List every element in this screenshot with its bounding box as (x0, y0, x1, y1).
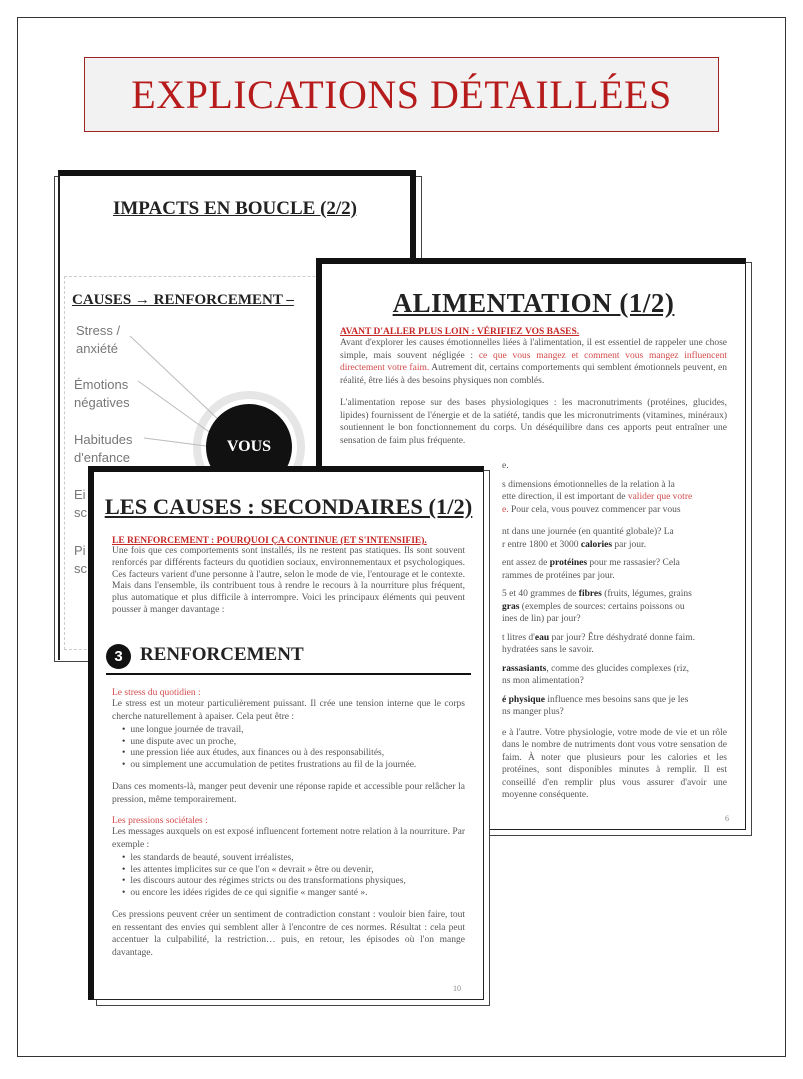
middle-page-number: 6 (725, 814, 729, 823)
list-item: • une pression liée aux études, aux finances ou à des responsabilités, (122, 748, 465, 760)
middle-visible-right: e. s dimensions émotionnelles de la relation à la ette direction, il est important de valider que votre e. Pour cela, vous pouvez commencer par vous nt dans une journée (en quantité globale)? La r entre 1800 et 3000 calories par jour. ent assez de protéines pour me rassasier? Cela rammes de protéines par jour. 5 et 40 grammes de fibres (fruits, légumes, grains gras (exemples de sources: certains poissons ou ines de lin) par jour? t litres d'eau par jour? Être déshydraté donne faim. hydratées sans le savoir. rassasiants, comme des glucides complexes (riz, ns mon alimentation? é physique influence mes besoins sans que je les ns manger plus? e à l'autre. Votre physiologie, votre mode de vie et un rôle dans le nombre de nutriments dont vous votre sensation de faim. À noter que plusieurs pour les calories et les protéines, sont disponibles minutes à remplir. Il est conseillé d'en remplir plus vous assurer d'avoir une moyenne conséquente. (502, 461, 727, 800)
front-page-number: 10 (453, 984, 461, 993)
list-item: • ou encore les idées rigides de ce qui signifie « manger santé ». (122, 888, 465, 900)
front-red-subtitle: LE RENFORCEMENT : POURQUOI ÇA CONTINUE (ET S'INTENSIFIE). (112, 536, 427, 546)
list-item: • les discours autour des régimes stricts ou des transformations physiques, (122, 876, 465, 888)
label-emotions: Émotions négatives (74, 377, 130, 410)
section-rule (106, 673, 471, 675)
list-item: • les standards de beauté, souvent irréalistes, (122, 853, 465, 865)
list-item: • ou simplement une accumulation de petites frustrations au fil de la journée. (122, 760, 465, 772)
front-page-title: LES CAUSES : SECONDAIRES (1/2) (104, 494, 473, 519)
stress-conclusion: Dans ces moments-là, manger peut devenir une réponse rapide et accessible pour relâcher la pression, même temporairement. (112, 782, 465, 805)
list-item: • une dispute avec un proche, (122, 737, 465, 749)
list-item: • les attentes implicites sur ce que l'on « devrait » être ou devenir, (122, 865, 465, 877)
middle-page-title: ALIMENTATION (1/2) (392, 288, 675, 318)
section-number: 3 (106, 644, 131, 669)
pressions-paragraph: Les messages auxquels on est exposé influencent fortement notre relation à la nourriture. Par exemple : (112, 827, 465, 850)
pressions-list (112, 853, 465, 899)
middle-paragraph-2: L'alimentation repose sur des bases physiologiques : les macronutriments (protéines, glucides, lipides) fournissent de l'énergie et de la satiété, tandis que les micronutriments (vitamines, minéraux) soutiennent le bon fonctionnement du corps. Un déséquilibre dans ces apports peut entraîner une sensation de faim plus fréquente. (340, 398, 727, 446)
label-partial-2: Pi sc (74, 543, 87, 576)
banner-title: EXPLICATIONS DÉTAILLÉES (131, 72, 672, 117)
heading-stress: Le stress du quotidien : (112, 688, 201, 698)
middle-paragraph-1: Avant d'explorer les causes émotionnelles liées à l'alimentation, il est essentiel de rappeler une chose simple, mais souvent négligée : ce que vous mangez et comment vous mangez influencent directement votre faim. Autrement dit, certains comportements qui semblent émotionnels peuvent, en réalité, être liés à des besoins physiques non comblés. (340, 338, 728, 386)
list-item: • une longue journée de travail, (122, 725, 465, 737)
page-banner (84, 57, 719, 132)
middle-red-subtitle: AVANT D'ALLER PLUS LOIN : VÉRIFIEZ VOS BASES. (340, 327, 580, 337)
front-page (88, 466, 484, 1000)
back-page-title: IMPACTS EN BOUCLE (2/2) (112, 198, 358, 219)
heading-pressions: Les pressions sociétales : (112, 816, 208, 826)
center-circle: VOUS (206, 404, 292, 490)
stress-list (112, 725, 465, 771)
section-header (106, 642, 471, 672)
back-page-subtitle: CAUSES → RENFORCEMENT – (72, 292, 294, 308)
section-name: RENFORCEMENT (140, 644, 304, 665)
label-partial-1: Ei sc (74, 487, 87, 520)
pressions-conclusion: Ces pressions peuvent créer un sentiment de contradiction constant : vouloir bien faire, tout en ressentant des envies qui semblent aller à l'encontre de ces normes. Résultat : cela peut accentuer la culpabilité, la restriction… puis, en retour, les épisodes où l'on mange davantage. (112, 910, 465, 958)
label-stress: Stress / anxiété (76, 323, 121, 356)
front-intro: Une fois que ces comportements sont installés, ils ne restent pas statiques. Ils sont souvent renforcés par différents facteurs du quotidien sociaux, environnementaux et psychologiques. Ces facteurs varient d'une personne à l'autre, selon le mode de vie, l'entourage et le contexte. Mais dans l'ensemble, ils contribuent tous à rendre le recours à la nourriture plus fréquent, plus automatique et plus difficile à interrompre. Voici les principaux éléments qui peuvent pousser à manger davantage : (112, 546, 465, 615)
label-habitudes: Habitudes d'enfance (74, 432, 133, 465)
stress-paragraph: Le stress est un moteur particulièrement puissant. Il crée une tension interne que le corps cherche naturellement à apaiser. Cela peut être : (112, 699, 465, 722)
